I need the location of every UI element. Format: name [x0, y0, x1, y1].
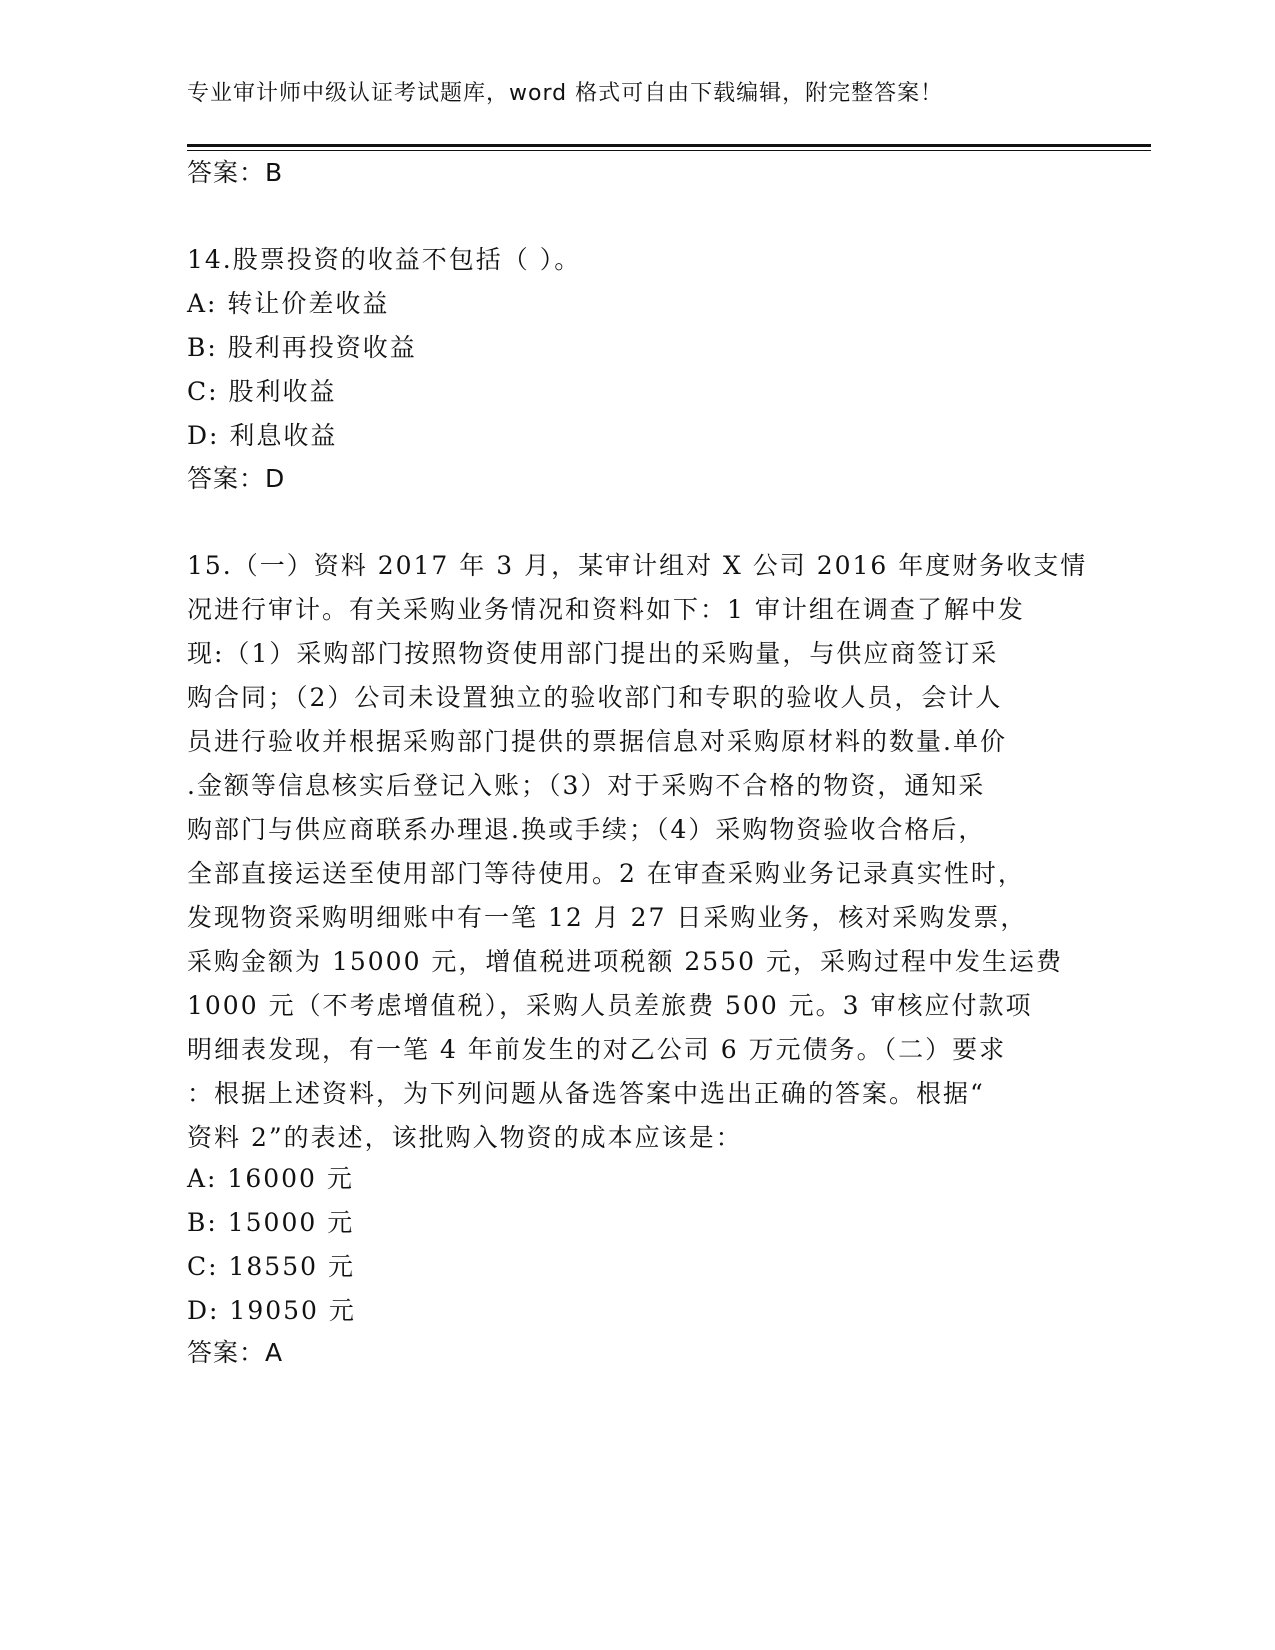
q15-stem-line: 15.（一）资料 2017 年 3 月，某审计组对 X 公司 2016 年度财务收支情 [187, 551, 1088, 580]
q13-answer: 答案：B [187, 158, 284, 187]
q15-stem-line: 发现物资采购明细账中有一笔 12 月 27 日采购业务，核对采购发票， [187, 903, 1028, 932]
q14-option-d: D: 利息收益 [187, 421, 338, 450]
header-rule-thick [187, 144, 1151, 147]
header-rule-thin [187, 150, 1151, 151]
q14-option-b: B: 股利再投资收益 [187, 333, 417, 362]
q15-option-a: A: 16000 元 [187, 1164, 354, 1193]
q15-stem-line: 全部直接运送至使用部门等待使用。2 在审查采购业务记录真实性时， [187, 859, 1025, 888]
q15-stem-line: 购合同；（2）公司未设置独立的验收部门和专职的验收人员，会计人 [187, 683, 1003, 712]
q15-stem-line: 资料 2”的表述，该批购入物资的成本应该是： [187, 1123, 743, 1152]
q15-stem-line: 现:（1）采购部门按照物资使用部门提出的采购量，与供应商签订采 [187, 639, 999, 668]
q15-answer: 答案：A [187, 1338, 284, 1367]
q15-option-d: D: 19050 元 [187, 1296, 356, 1325]
q14-answer: 答案：D [187, 464, 286, 493]
q15-stem-line: .金额等信息核实后登记入账；（3）对于采购不合格的物资，通知采 [187, 771, 986, 800]
q14-option-c: C: 股利收益 [187, 377, 337, 406]
q14-stem: 14.股票投资的收益不包括（ ）。 [187, 245, 582, 274]
q15-stem-line: 员进行验收并根据采购部门提供的票据信息对采购原材料的数量.单价 [187, 727, 1007, 756]
q15-stem-line: 明细表发现，有一笔 4 年前发生的对乙公司 6 万元债务。（二）要求 [187, 1035, 1007, 1064]
q15-stem-line: ：根据上述资料，为下列问题从备选答案中选出正确的答案。根据“ [187, 1079, 985, 1108]
page-header: 专业审计师中级认证考试题库，word 格式可自由下载编辑，附完整答案！ [187, 81, 944, 106]
q15-stem-line: 采购金额为 15000 元，增值税进项税额 2550 元，采购过程中发生运费 [187, 947, 1063, 976]
q15-stem-line: 1000 元（不考虑增值税），采购人员差旅费 500 元。3 审核应付款项 [187, 991, 1033, 1020]
q15-stem-line: 购部门与供应商联系办理退.换或手续；（4）采购物资验收合格后， [187, 815, 986, 844]
q14-option-a: A: 转让价差收益 [187, 289, 390, 318]
q15-stem-line: 况进行审计。有关采购业务情况和资料如下：1 审计组在调查了解中发 [187, 595, 1025, 624]
q15-option-b: B: 15000 元 [187, 1208, 355, 1237]
q15-option-c: C: 18550 元 [187, 1252, 355, 1281]
